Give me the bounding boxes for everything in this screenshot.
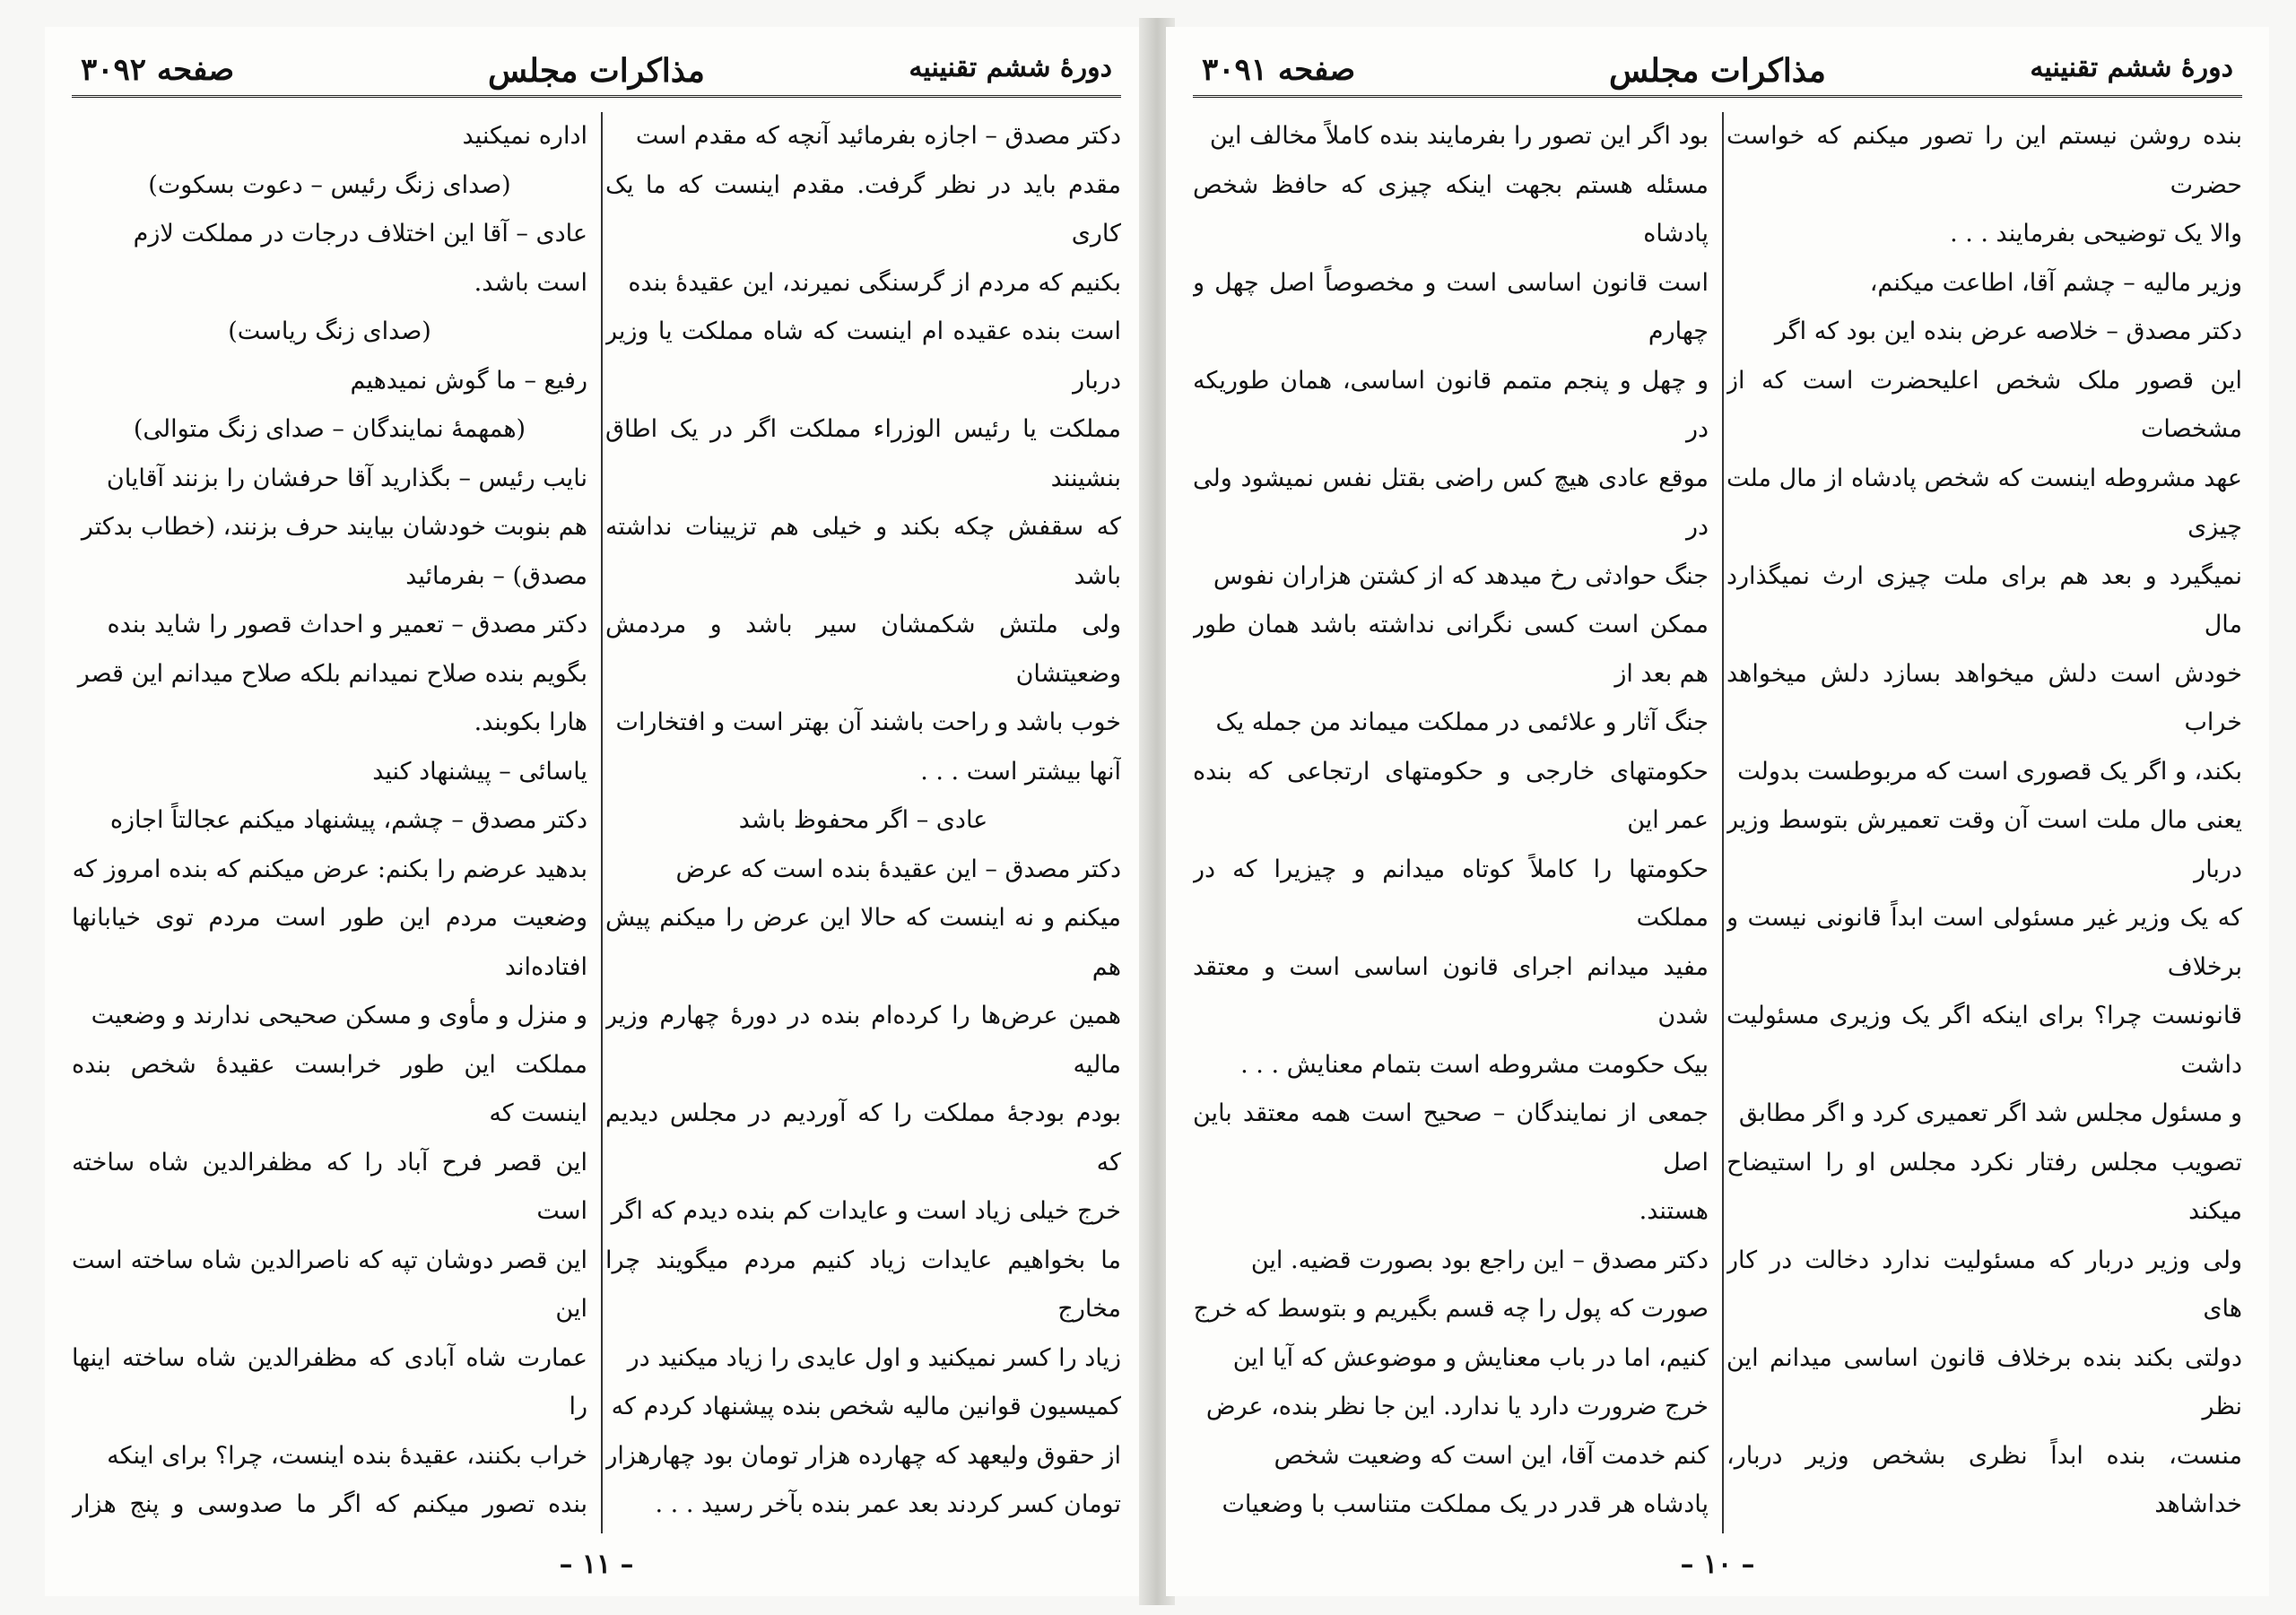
left-column — [72, 112, 587, 1533]
text-line: بگویم بنده صلاح نمیدانم بلکه صلاح میدانم این قصر — [77, 659, 587, 688]
text-line: صورت که پول را چه قسم بگیریم و بتوسط که خرج — [1193, 1295, 1709, 1323]
text-line: بود اگر این تصور را بفرمایند بنده کاملاً مخالف این — [1209, 122, 1709, 150]
text-line: دکتر مصدق – این عقیدهٔ بنده است که عرض — [675, 855, 1121, 883]
text-line: این قصور ملک شخص اعلیحضرت است که از مشخصات — [1726, 366, 2242, 443]
text-line: از حقوق ولیعهد که چهارده هزار تومان بود چهارهزار — [605, 1441, 1121, 1470]
text-line: یعنی مال ملت است آن وقت تعمیرش بتوسط وزیر دربار — [1726, 806, 2242, 883]
text-line: خراب بکنند، عقیدهٔ بنده اینست، چرا؟ برای اینکه — [107, 1441, 587, 1470]
text-line — [1726, 1530, 2242, 1534]
text-line: مسئله هستم بجهت اینکه چیزی که حافظ شخص پادشاه — [1193, 170, 1709, 247]
text-line: قانونست چرا؟ برای اینکه اگر یک وزیری مسئولیت داشت — [1726, 1002, 2242, 1079]
text-line: هم بنوبت خودشان بیایند حرف بزنند، (خطاب بدکتر — [81, 513, 587, 541]
text-line: بدهید عرضم را بکنم: عرض میکنم که بنده امروز که — [72, 855, 587, 883]
journal-title: مذاکرات مجلس — [488, 52, 705, 90]
page-header — [1193, 45, 2242, 98]
column-divider — [1722, 112, 1724, 1533]
text-line: جنگ آثار و علائمی در مملکت میماند من جمله یک — [1215, 708, 1709, 736]
text-line: میکنم و نه اینست که حالا این عرض را میکنم پیش هم — [605, 904, 1121, 981]
left-column — [1193, 112, 1709, 1533]
text-line: ولی ملتش شکمشان سیر باشد و مردمش وضعیتشان — [605, 611, 1121, 688]
text-line: نایب رئیس – بگذارید آقا حرفشان را بزنند آقایان — [106, 464, 587, 492]
text-line: ولی وزیر دربار که مسئولیت ندارد دخالت در کار های — [1726, 1246, 2242, 1323]
text-line: والا یک توضیحی بفرمایند . . . — [1950, 220, 2242, 247]
text-line: دکتر مصدق – این راجع بود بصورت قضیه. این — [1250, 1246, 1709, 1274]
text-line: خوب باشد و راحت باشند آن بهتر است و افتخارات — [615, 708, 1121, 736]
text-line: تصویب مجلس رفتار نکرد مجلس او را استیضاح میکند — [1726, 1148, 2242, 1225]
text-line: و منزل و مأوی و مسکن صحیحی ندارند و وضعیت — [91, 1002, 587, 1029]
page-footer-number: – ۱۰ – — [1680, 1549, 1755, 1580]
journal-title: مذاکرات مجلس — [1609, 52, 1826, 90]
text-line — [605, 1530, 1121, 1534]
text-line: هارا بکوبند. — [474, 708, 587, 736]
text-line: پادشاه هر قدر در یک مملکت متناسب با وضعیات — [1222, 1490, 1709, 1518]
text-line: جنگ حوادثی رخ میدهد که از کشتن هزاران نفوس — [1213, 561, 1709, 590]
text-line: که یک وزیر غیر مسئولی است ابداً قانونی نیست و برخلاف — [1726, 904, 2242, 981]
text-line: است قانون اساسی است و مخصوصاً اصل چهل و چهارم — [1193, 268, 1709, 345]
text-line: یاسائی – پیشنهاد کنید — [372, 757, 587, 786]
text-line: دولتی بکند بنده برخلاف قانون اساسی میدانم این نظر — [1726, 1343, 2242, 1420]
text-line: دکتر مصدق – تعمیر و احداث قصور را شاید بنده — [107, 611, 587, 638]
column-divider — [601, 112, 603, 1533]
text-line: خرج خیلی زیاد است و عایدات کم بنده دیدم که اگر — [611, 1197, 1121, 1225]
text-line: کنیم، اما در باب معنایش و موضوعش که آیا این — [1232, 1343, 1709, 1372]
text-line: مملکت یا رئیس الوزراء مملکت اگر در یک اطاق بنشینند — [605, 415, 1121, 492]
right-column — [1726, 112, 2242, 1533]
text-line: حکومتها را کاملاً کوتاه میدانم و چیزیرا که در مملکت — [1193, 855, 1709, 932]
text-line: حکومتهای خارجی و حکومتهای ارتجاعی که بنده عمر این — [1193, 757, 1709, 834]
text-line: دکتر مصدق – اجازه بفرمائید آنچه که مقدم است — [635, 122, 1121, 150]
text-line: (همهمهٔ نمایندگان – صدای زنگ متوالی) — [133, 415, 526, 443]
text-line: وزیر مالیه – چشم آقا، اطاعت میکنم، — [1869, 268, 2242, 297]
text-line: که سقفش چکه بکند و خیلی هم تزیینات نداشته باشد — [605, 513, 1121, 590]
text-line: کنم خدمت آقا، این است که وضعیت شخص — [1274, 1441, 1709, 1470]
text-line: نمیگیرد و بعد هم برای ملت چیزی ارث نمیگذارد مال — [1726, 561, 2242, 638]
text-line: آنها بیشتر است . . . — [920, 757, 1121, 786]
right-column — [605, 112, 1121, 1533]
text-line: خرج ضرورت دارد یا ندارد. این جا نظر بنده، عرض — [1205, 1393, 1709, 1420]
text-line: و مسئول مجلس شد اگر تعمیری کرد و اگر مطابق — [1738, 1099, 2242, 1127]
text-line: این قصر دوشان تپه که ناصرالدین شاه ساخته است این — [72, 1246, 587, 1323]
page-number: صفحه ۳۰۹۲ — [81, 52, 235, 88]
text-line — [1193, 1530, 1709, 1534]
text-line: (صدای زنگ ریاست) — [228, 317, 431, 345]
text-line: و چهل و پنجم متمم قانون اساسی، همان طوریکه در — [1193, 366, 1709, 443]
text-line: ممکن است کسی نگرانی نداشته باشد همان طور هم بعد از — [1193, 611, 1709, 688]
text-line: بنده تصور میکنم که اگر ما صدوسی و پنج هزار — [72, 1490, 587, 1518]
text-line: موقع عادی هیچ کس راضی بقتل نفس نمیشود ولی در — [1193, 464, 1709, 541]
text-columns — [72, 112, 1121, 1533]
text-line: زیاد را کسر نمیکنید و اول عایدی را زیاد میکنید در — [627, 1343, 1121, 1372]
text-line: مقدم باید در نظر گرفت. مقدم اینست که ما یک کاری — [605, 170, 1121, 247]
text-line: (صدای زنگ رئیس – دعوت بسکوت) — [148, 170, 511, 199]
text-line: جمعی از نمایندگان – صحیح است همه معتقد باین اصل — [1193, 1099, 1709, 1177]
text-line: مفید میدانم اجرای قانون اساسی است و معتقد شدن — [1193, 952, 1709, 1029]
text-line: خودش است دلش میخواهد بسازد دلش میخواهد خراب — [1726, 659, 2242, 736]
session-label: دورهٔ ششم تقنینیه — [909, 52, 1112, 83]
text-line: ما بخواهیم عایدات زیاد کنیم مردم میگویند چرا مخارج — [605, 1246, 1121, 1323]
text-line: بکند، و اگر یک قصوری است که مربوطست بدولت — [1737, 757, 2242, 786]
text-line: است باشد. — [474, 268, 587, 297]
text-line: هستند. — [1639, 1197, 1709, 1225]
text-line: عادی – آقا این اختلاف درجات در مملکت لازم — [133, 220, 587, 247]
text-columns — [1193, 112, 2242, 1533]
text-line: بکنیم که مردم از گرسنگی نمیرند، این عقیدهٔ بنده — [628, 268, 1121, 297]
session-label: دورهٔ ششم تقنینیه — [2030, 52, 2233, 83]
text-line: وضعیت مردم این طور است مردم توی خیابانها افتاده‌اند — [72, 904, 587, 981]
text-line: عهد مشروطه اینست که شخص پادشاه از مال ملت چیزی — [1726, 464, 2242, 541]
left-page — [45, 27, 1148, 1596]
text-line: تومان کسر کردند بعد عمر بنده بآخر رسید . . . — [655, 1490, 1121, 1518]
page-footer-number: – ۱۱ – — [559, 1549, 634, 1580]
text-line: بنده روشن نیستم این را تصور میکنم که خواست حضرت — [1726, 122, 2242, 199]
text-line: عمارت شاه آبادی که مظفرالدین شاه ساخته اینها را — [72, 1343, 587, 1420]
page-header — [72, 45, 1121, 98]
text-line: عادی – اگر محفوظ باشد — [738, 806, 988, 834]
text-line: بودم بودجهٔ مملکت را که آوردیم در مجلس دیدیم که — [605, 1099, 1121, 1177]
text-line: مملکت این طور خرابست عقیدهٔ شخص بنده اینست که — [72, 1050, 587, 1127]
page-number: صفحه ۳۰۹۱ — [1202, 52, 1356, 88]
text-line: اداره نمیکنید — [462, 122, 587, 150]
text-line: این قصر فرح آباد را که مظفرالدین شاه ساخته است — [72, 1148, 587, 1225]
text-line: دکتر مصدق – خلاصه عرض بنده این بود که اگر — [1774, 317, 2242, 345]
text-line: دکتر مصدق – چشم، پیشنهاد میکنم عجالتاً اجازه — [109, 806, 587, 834]
text-line: مصدق) – بفرمائید — [405, 561, 587, 590]
text-line: رفیع – ما گوش نمیدهیم — [350, 366, 587, 395]
text-line: منست، بنده ابداً نظری بشخص وزیر دربار، خداشاهد — [1726, 1441, 2242, 1518]
text-line: کمیسیون قوانین مالیه شخص بنده پیشنهاد کردم که — [611, 1393, 1121, 1420]
text-line: است بنده عقیده ام اینست که شاه مملکت یا وزیر دربار — [605, 317, 1121, 395]
right-page — [1166, 27, 2269, 1596]
text-line: همین عرض‌ها را کرده‌ام بنده در دورهٔ چهارم وزیر مالیه — [605, 1002, 1121, 1079]
text-line: بیک حکومت مشروطه است بتمام معنایش . . . — [1240, 1050, 1709, 1079]
